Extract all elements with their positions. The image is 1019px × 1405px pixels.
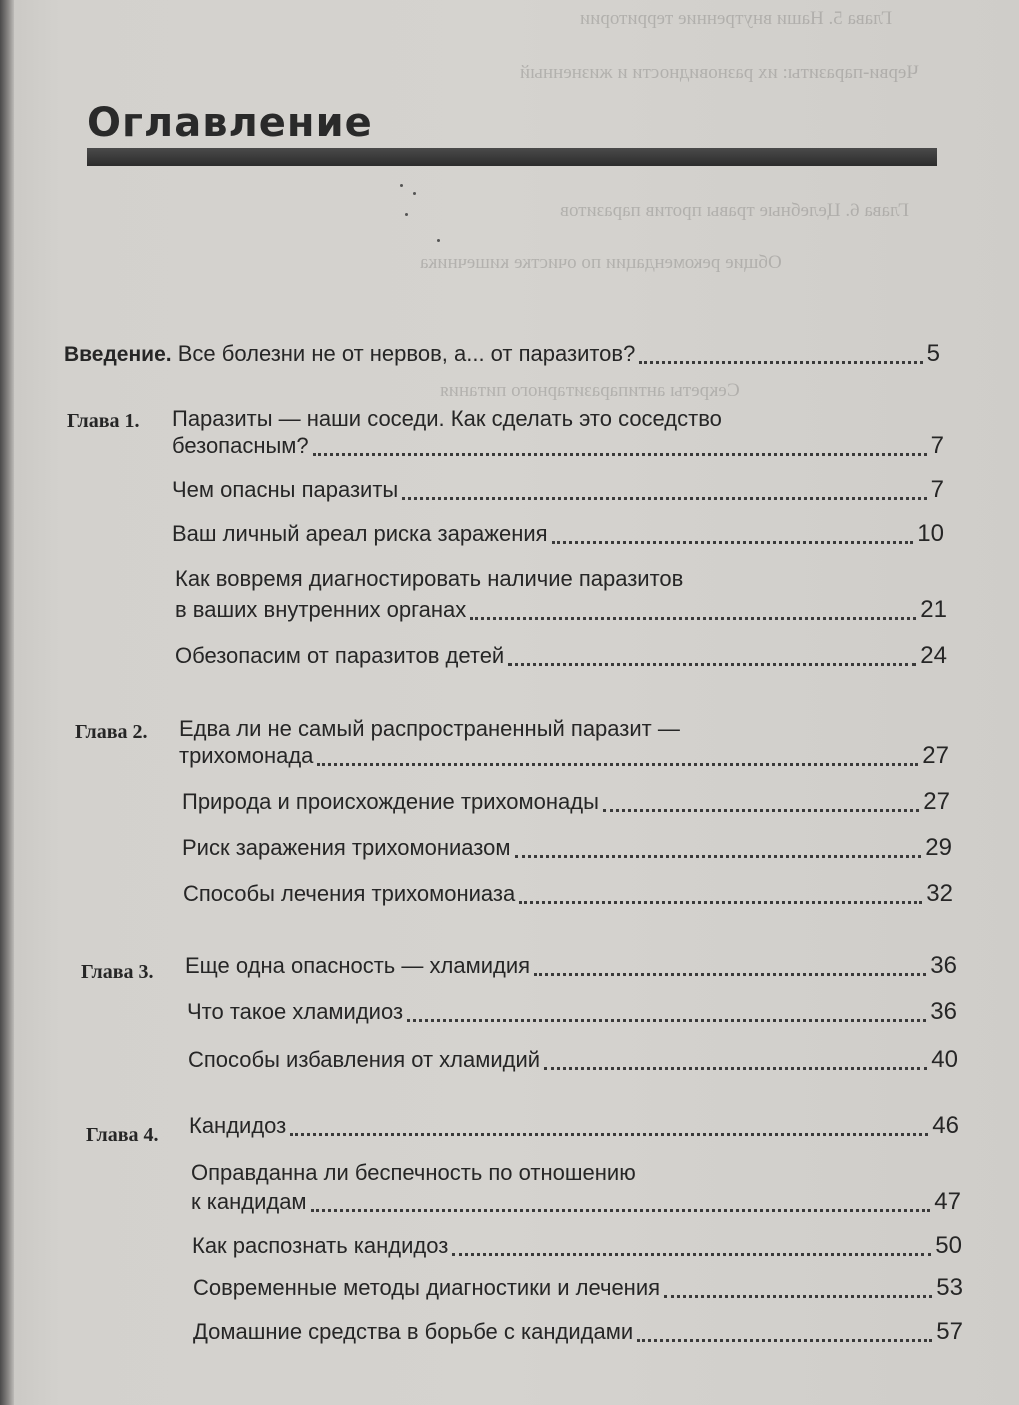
title-underline [87, 148, 937, 166]
section-title: Обезопасим от паразитов детей [175, 643, 505, 668]
bleed-through-text: Глава 5. Наши внутренние территории [580, 8, 893, 29]
toc-line [193, 1318, 963, 1348]
speck [437, 239, 440, 242]
chapter-title-line: Кандидоз [189, 1113, 287, 1138]
dot-leader [519, 895, 922, 904]
bleed-through-text: Черви-паразиты: их разновидности и жизненный [520, 62, 919, 83]
page-number: 21 [920, 596, 947, 623]
page-number: 36 [930, 998, 957, 1025]
intro-title: Все болезни не от нервов, а... от паразитов? [177, 341, 636, 366]
section-title: Современные методы диагностики и лечения [193, 1275, 661, 1300]
section-title: Природа и происхождение трихомонады [182, 789, 599, 814]
toc-line [188, 1046, 958, 1076]
toc-line [189, 1112, 959, 1142]
bleed-through-text: Общие рекомендации по очистке кишечника [420, 252, 782, 273]
dot-leader [402, 491, 926, 500]
toc-line [172, 476, 944, 506]
section-title: Риск заражения трихомониазом [182, 835, 511, 860]
dot-leader [508, 657, 916, 666]
chapter-label: Глава 2. [75, 721, 148, 743]
toc-line [183, 880, 953, 910]
page-number: 5 [926, 340, 940, 367]
page-gutter [0, 0, 14, 1405]
section-title: Ваш личный ареал риска заражения [172, 521, 548, 546]
dot-leader [311, 1203, 931, 1212]
dot-leader [515, 849, 922, 858]
chapter-title-line: трихомонада [179, 743, 314, 768]
toc-line [172, 432, 944, 462]
chapter-label: Глава 1. [67, 410, 140, 432]
chapter-title-line: Едва ли не самый распространенный паразит — [179, 716, 680, 741]
page-title: Оглавление [87, 100, 373, 146]
page-number: 46 [932, 1112, 959, 1139]
chapter-label: Глава 4. [86, 1124, 159, 1146]
dot-leader [452, 1247, 931, 1256]
section-title: Домашние средства в борьбе с кандидами [193, 1319, 634, 1344]
speck [405, 213, 408, 216]
page-number: 40 [931, 1046, 958, 1073]
toc-line [192, 1232, 962, 1262]
page-number: 7 [930, 476, 944, 503]
page-number: 27 [923, 788, 950, 815]
page-number: 29 [925, 834, 952, 861]
section-title-line: в ваших внутренних органах [175, 597, 467, 622]
dot-leader [664, 1289, 932, 1298]
dot-leader [544, 1061, 927, 1070]
page-number: 47 [934, 1188, 961, 1215]
dot-leader [603, 803, 919, 812]
intro-label: Введение. [64, 343, 172, 366]
toc-line [191, 1188, 961, 1218]
speck [413, 192, 416, 195]
chapter-title-line: Паразиты — наши соседи. Как сделать это соседство [172, 406, 722, 431]
page-number: 36 [930, 952, 957, 979]
dot-leader [470, 611, 916, 620]
section-title: Чем опасны паразиты [172, 477, 399, 502]
dot-leader [317, 757, 918, 766]
toc-line [185, 952, 957, 982]
chapter-title-line: безопасным? [172, 433, 309, 458]
toc-line [172, 520, 944, 550]
page-number: 53 [936, 1274, 963, 1301]
speck [400, 184, 403, 187]
chapter-title-line: Еще одна опасность — хламидия [185, 953, 531, 978]
dot-leader [639, 355, 922, 364]
section-title-line: к кандидам [191, 1189, 307, 1214]
dot-leader [552, 535, 914, 544]
section-title-line: Оправданна ли беспечность по отношению [191, 1160, 636, 1185]
section-title-line: Как вовремя диагностировать наличие паразитов [175, 566, 684, 591]
dot-leader [534, 967, 926, 976]
toc-line [187, 998, 957, 1028]
page-number: 24 [920, 642, 947, 669]
bleed-through-text: Глава 6. Целебные травы против паразитов [560, 200, 910, 221]
toc-line [182, 834, 952, 864]
toc-line [179, 742, 949, 772]
toc-line [193, 1274, 963, 1304]
page-number: 50 [935, 1232, 962, 1259]
dot-leader [637, 1333, 932, 1342]
section-title: Способы лечения трихомониаза [183, 881, 516, 906]
section-title: Что такое хламидиоз [187, 999, 404, 1024]
page-number: 10 [917, 520, 944, 547]
toc-line [175, 642, 947, 672]
toc-line [182, 788, 950, 818]
page-number: 57 [936, 1318, 963, 1345]
dot-leader [407, 1013, 926, 1022]
page-number: 27 [922, 742, 949, 769]
toc-line [175, 596, 947, 626]
page-number: 32 [926, 880, 953, 907]
page-number: 7 [930, 432, 944, 459]
toc-line [64, 340, 940, 370]
section-title: Способы избавления от хламидий [188, 1047, 541, 1072]
section-title: Как распознать кандидоз [192, 1233, 449, 1258]
bleed-through-text: Секреты антипаразитарного питания [440, 380, 740, 401]
chapter-label: Глава 3. [81, 961, 154, 983]
dot-leader [290, 1127, 928, 1136]
dot-leader [313, 447, 927, 456]
